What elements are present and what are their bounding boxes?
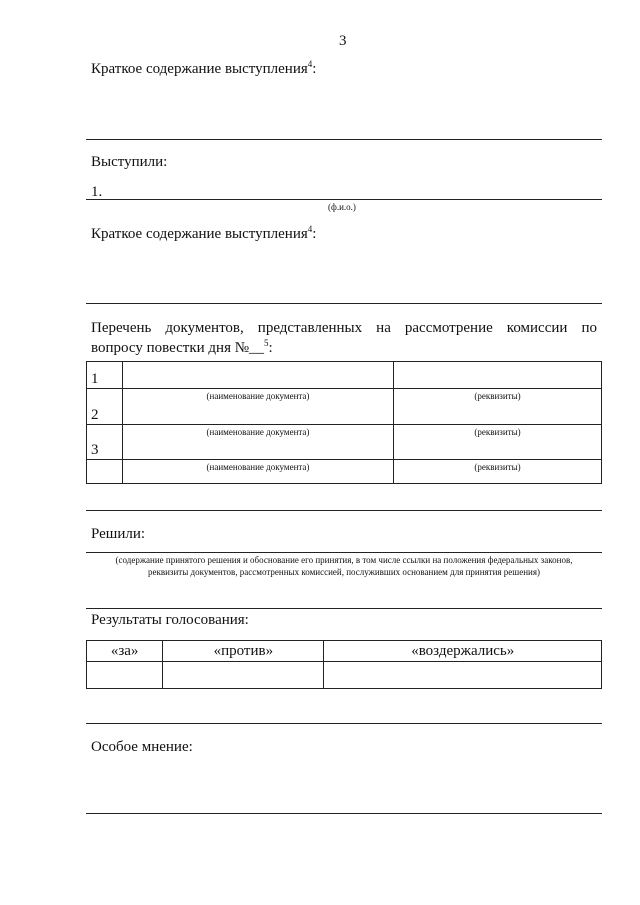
vote-against-header: «против»: [163, 641, 324, 662]
doc-name-caption: (наименование документа): [206, 462, 310, 472]
speaker-name-caption: (ф.и.о.): [328, 202, 356, 212]
vote-abstain-header: «воздержались»: [324, 641, 602, 662]
decision-line[interactable]: [86, 552, 602, 553]
doc-row-3: [87, 425, 602, 460]
summary-2-line: [86, 303, 602, 304]
doc-row-number-empty: [87, 460, 123, 484]
summary-heading-2: [91, 224, 317, 242]
doc-requisites-cell[interactable]: [394, 389, 602, 425]
footnote-mark-4b: 4: [307, 224, 313, 234]
speaker-name-line[interactable]: [86, 199, 602, 200]
doc-requisites-cell[interactable]: [394, 460, 602, 484]
opinion-line[interactable]: [86, 813, 602, 814]
footnote-mark-4: 4: [307, 59, 313, 69]
doc-row-2: [87, 389, 602, 425]
doc-name-caption: (наименование документа): [206, 427, 310, 437]
decision-heading: Решили:: [91, 526, 146, 542]
summary-heading-2-label: Краткое содержание выступления: [91, 226, 308, 242]
decision-caption-line2: реквизиты документов, рассмотренных комиссией, послуживших основанием для принятия решения): [147, 567, 540, 577]
doc-requisites-caption: (реквизиты): [474, 391, 521, 401]
documents-intro-text2: вопросу повестки дня №: [91, 340, 250, 356]
documents-intro-text1: Перечень документов, представленных на рассмотрение комиссии по: [91, 320, 597, 336]
doc-row-1: [87, 362, 602, 389]
doc-row-number: 3: [87, 425, 123, 460]
voting-table: [86, 640, 602, 689]
summary-heading-2-colon: :: [312, 226, 317, 242]
doc-requisites-caption: (реквизиты): [474, 462, 521, 472]
voting-heading: Результаты голосования:: [91, 612, 249, 628]
doc-requisites-cell[interactable]: [394, 425, 602, 460]
agenda-item-blank[interactable]: __: [249, 340, 265, 356]
doc-name-cell[interactable]: [123, 389, 394, 425]
doc-row-4: [87, 460, 602, 484]
vote-abstain-cell[interactable]: [324, 662, 602, 689]
documents-intro-colon: :: [268, 340, 273, 356]
doc-name-cell[interactable]: [123, 425, 394, 460]
speaker-item-number: 1.: [91, 184, 103, 200]
documents-intro-line2: [91, 338, 273, 356]
doc-row-number: 1: [87, 362, 123, 389]
voting-end-line: [86, 723, 602, 724]
voting-header-row: [87, 641, 602, 662]
doc-name-cell[interactable]: [123, 460, 394, 484]
documents-end-line: [86, 510, 602, 511]
voting-values-row: [87, 662, 602, 689]
vote-against-cell[interactable]: [163, 662, 324, 689]
doc-requisites-caption: (реквизиты): [474, 427, 521, 437]
decision-end-line: [86, 608, 602, 609]
vote-for-header: «за»: [87, 641, 163, 662]
page-number: 3: [339, 33, 347, 49]
summary-1-line: [86, 139, 602, 140]
doc-row-number: 2: [87, 389, 123, 425]
documents-intro-line1: [91, 321, 597, 336]
speakers-heading: Выступили:: [91, 154, 168, 170]
summary-heading-1: [91, 59, 317, 77]
decision-caption-line1: (содержание принятого решения и обоснование его принятия, в том числе ссылки на положения федеральных законов,: [115, 555, 573, 565]
doc-name-cell[interactable]: [123, 362, 394, 389]
doc-requisites-cell[interactable]: [394, 362, 602, 389]
footnote-mark-5: 5: [264, 338, 269, 348]
summary-heading-1-label: Краткое содержание выступления: [91, 61, 308, 77]
documents-table: [86, 361, 602, 484]
vote-for-cell[interactable]: [87, 662, 163, 689]
summary-heading-1-colon: :: [312, 61, 317, 77]
opinion-heading: Особое мнение:: [91, 739, 193, 755]
doc-name-caption: (наименование документа): [206, 391, 310, 401]
